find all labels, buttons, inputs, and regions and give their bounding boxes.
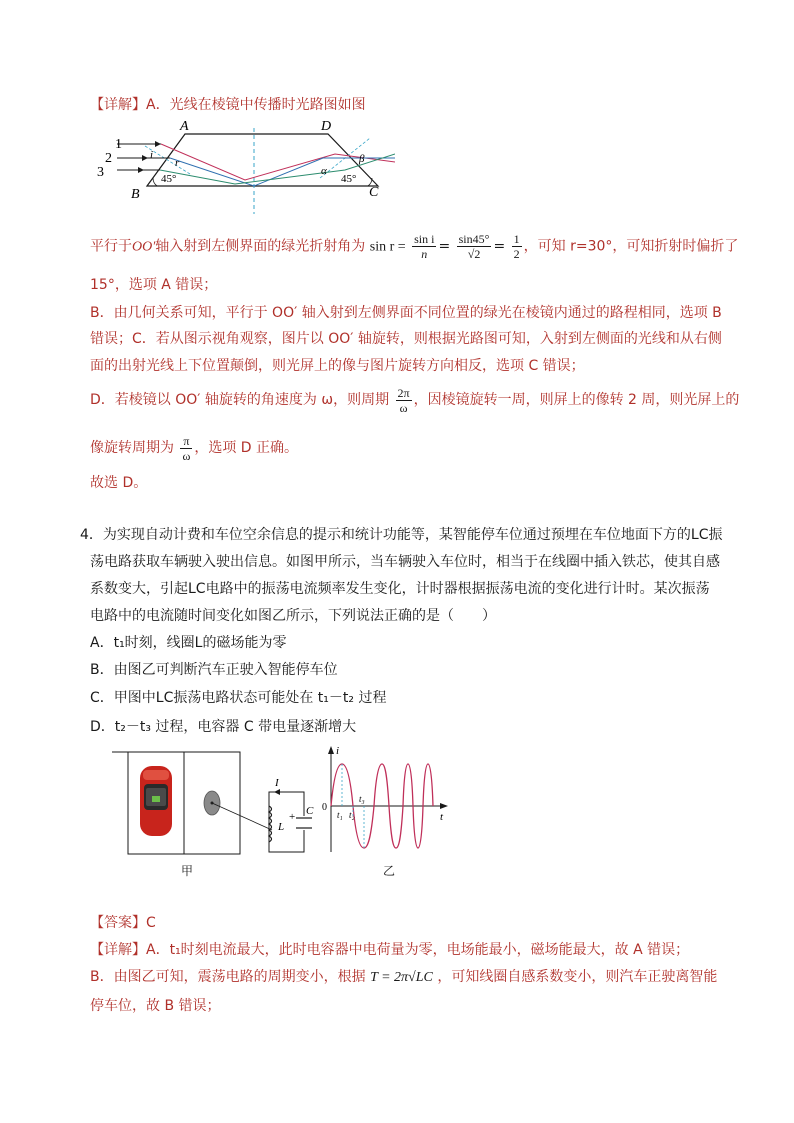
label-i-axis: i	[336, 745, 340, 757]
label-A: A	[180, 119, 189, 134]
label-i: i	[150, 149, 154, 161]
formula-period: T = 2π√LC	[370, 970, 433, 985]
inductor-coil	[269, 806, 272, 842]
label-origin: 0	[322, 802, 327, 813]
fig-jia-caption: 甲	[181, 864, 194, 878]
detail-tag: 【详解】	[90, 97, 146, 113]
label-C: C	[369, 185, 379, 200]
detail-a-intro: A．光线在棱镜中传播时光路图如图	[146, 97, 366, 113]
conclusion-text: 故选 D。	[90, 475, 148, 491]
detail-d-line2: 像旋转周期为 $\frac{\pi}{\omega}$ ，选项 D 正确。	[90, 433, 299, 463]
label-inductor: L	[278, 821, 285, 833]
label-t2: t₂	[349, 810, 355, 820]
fraction-sin45-sqrt2: $\frac{\sin 45^\circ}{√2}$	[458, 232, 490, 261]
answer-text: 【答案】C	[90, 915, 156, 931]
label-B: B	[131, 187, 140, 202]
fraction-one-half: $\frac{1}{2}$	[513, 232, 520, 261]
label-alpha: α	[321, 165, 327, 177]
label-plus: +	[289, 811, 296, 823]
detail-d-line1: D．若棱镜以 OO′ 轴旋转的角速度为 ω，则周期 $\frac{2\pi}{\omega}$ ，因棱镜旋转一周，则屏上的像转 2 周，则光屏上的	[90, 385, 740, 415]
label-t3: t₃	[359, 794, 365, 804]
label-ray-3: 3	[97, 165, 104, 180]
figure-jia-parking	[112, 748, 322, 858]
q4-stem-line4: 电路中的电流随时间变化如图乙所示，下列说法正确的是（ ）	[90, 608, 496, 624]
current-arrow-icon	[274, 789, 280, 795]
label-r: r	[175, 157, 180, 169]
car-icon	[140, 766, 172, 836]
label-current: I	[275, 777, 279, 789]
q4-option-c: C．甲图中LC振荡电路状态可能处在 t₁－t₂ 过程	[90, 690, 387, 706]
q4-option-d: D．t₂－t₃ 过程，电容器 C 带电量逐渐增大	[90, 719, 357, 735]
q4-detail-b1: B．由图乙可知，震荡电路的周期变小，根据 T = 2π√LC ，可知线圈自感系数变小，则汽车正驶离智能	[90, 969, 718, 985]
detail-a-line2: 15°，选项 A 错误；	[90, 277, 218, 293]
figure-yi-current-graph	[322, 744, 452, 854]
label-t1: t₁	[337, 810, 343, 820]
label-ray-2: 2	[105, 151, 112, 166]
label-ray-1: 1	[115, 137, 122, 152]
fraction-2pi-omega: $\frac{2\pi}{\omega}$	[397, 385, 410, 415]
label-45-right: 45°	[341, 173, 357, 185]
q4-stem-line1: 4．为实现自动计费和车位空余信息的提示和统计功能等，某智能停车位通过预埋在车位地面下方的LC振	[80, 527, 723, 543]
detail-heading-a	[90, 96, 366, 114]
fig-yi-caption: 乙	[383, 864, 396, 878]
fraction-sini-n: $\frac{\text{sin i}}{n}$	[414, 232, 435, 261]
fraction-pi-omega: $\frac{\pi}{\omega}$	[182, 433, 191, 463]
q4-option-a: A．t₁时刻，线圈L的磁场能为零	[90, 635, 287, 651]
q4-stem-line3: 系数变大，引起LC电路中的振荡电流频率发生变化，计时器根据振荡电流的变化进行计时。某次振荡	[90, 581, 710, 597]
detail-a-line1: 平行于OO′轴入射到左侧界面的绿光折射角为 sin r = $\frac{\text{sin i}}{n}$ = $\frac{\sin 45^\circ}{√2}$ = $\frac{1}{2}$ ，可知 r=30°，可知折射时偏折了	[90, 232, 739, 261]
detail-b-line2: 错误；C．若从图示视角观察，图片以 OO′ 轴旋转，则根据光路图可知，入射到左侧面的光线和从右侧	[90, 331, 722, 347]
label-D: D	[321, 119, 332, 134]
q4-option-b: B．由图乙可判断汽车正驶入智能停车位	[90, 662, 338, 678]
q4-stem-line2: 荡电路获取车辆驶入驶出信息。如图甲所示，当车辆驶入车位时，相当于在线圈中插入铁芯，使其自感	[90, 554, 720, 570]
label-t-axis: t	[440, 811, 444, 823]
label-capacitor: C	[306, 805, 314, 817]
label-beta: β	[359, 153, 365, 165]
detail-b-line1: B．由几何关系可知，平行于 OO′ 轴入射到左侧界面不同位置的绿光在棱镜内通过的路程相同，选项 B	[90, 305, 722, 321]
detail-b-line3: 面的出射光线上下位置颠倒，则光屏上的像与图片旋转方向相反，选项 C 错误；	[90, 358, 585, 374]
q4-detail-a: 【详解】A．t₁时刻电流最大，此时电容器中电荷量为零，电场能最小，磁场能最大，故 A 错误；	[90, 942, 690, 958]
label-45-left: 45°	[161, 173, 177, 185]
q4-detail-b2: 停车位，故 B 错误；	[90, 998, 221, 1014]
prism-diagram	[95, 118, 395, 214]
